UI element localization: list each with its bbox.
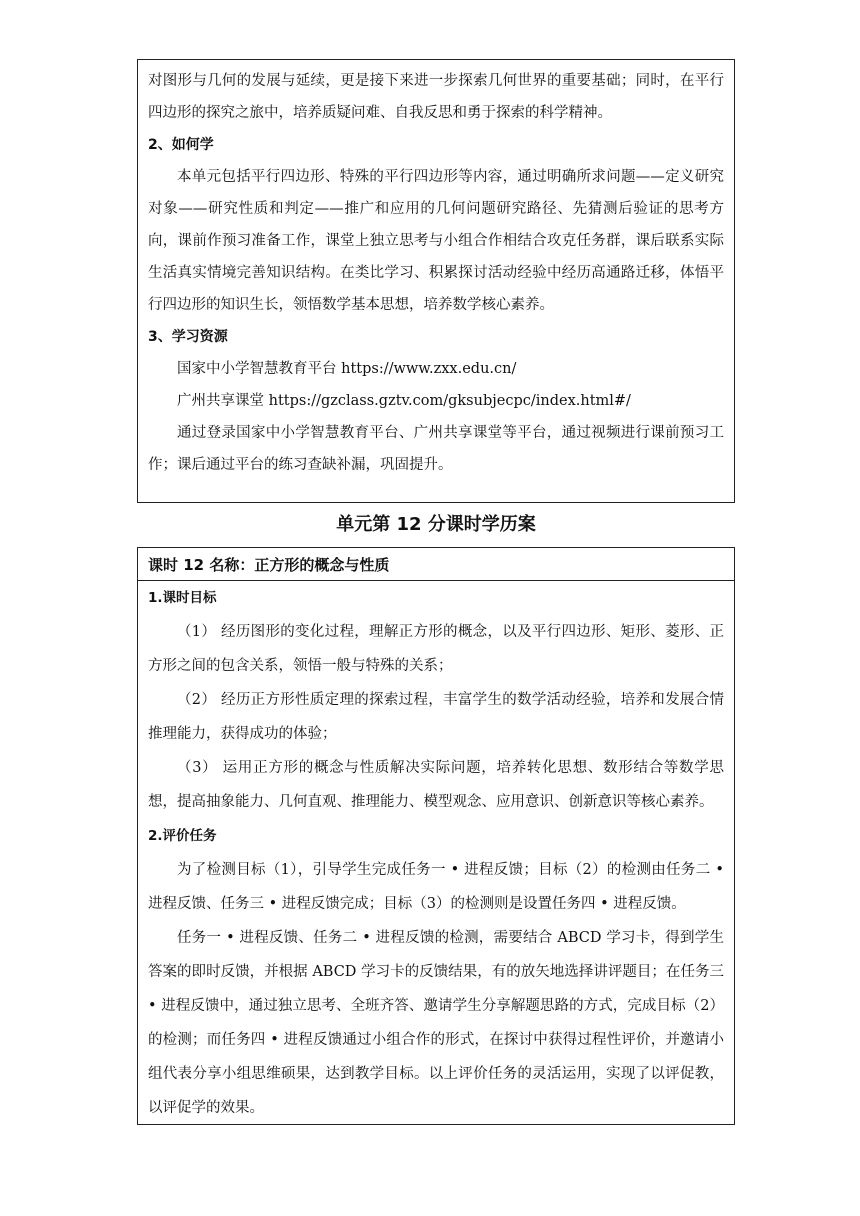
evaluation-paragraph-1: 为了检测目标（1），引导学生完成任务一 • 进程反馈；目标（2）的检测由任务二 • 进程反馈、任务三 • 进程反馈完成；目标（3）的检测则是设置任务四 • 进程反馈。 bbox=[148, 862, 724, 912]
lesson-content bbox=[138, 581, 734, 1125]
evaluation-paragraph-2: 任务一 • 进程反馈、任务二 • 进程反馈的检测，需要结合 ABCD 学习卡，得到学生答案的即时反馈，并根据 ABCD 学习卡的反馈结果，有的放矢地选择讲评题目；在任务三 • 进程反馈中，通过独立思考、全班齐答、邀请学生分享解题思路的方式，完成目标（2）的检测；而任务四 • 进程反馈通过小组合作的形式，在探讨中获得过程性评价，并邀请小组代表分享小组思维硕果，达到教学目标。以上评价任务的灵活运用，实现了以评促教，以评促学的效果。 bbox=[148, 930, 724, 1116]
resources-heading: 3、学习资源 bbox=[148, 329, 228, 345]
top-section-box bbox=[137, 59, 735, 503]
resource-line-national-platform: 国家中小学智慧教育平台 https://www.zxx.edu.cn/ bbox=[177, 361, 517, 377]
goal-item: （3） 运用正方形的概念与性质解决实际问题，培养转化思想、数形结合等数学思想，提高抽象能力、几何直观、推理能力、模型观念、应用意识、创新意识等核心素养。 bbox=[148, 760, 724, 810]
how-to-learn-paragraph: 本单元包括平行四边形、特殊的平行四边形等内容，通过明确所求问题——定义研究对象——研究性质和判定——推广和应用的几何问题研究路径、先猜测后验证的思考方向，课前作预习准备工作，课堂上独立思考与小组合作相结合攻克任务群，课后联系实际生活真实情境完善知识结构。在类比学习、积累探讨活动经验中经历高通路迁移，体悟平行四边形的知识生长，领悟数学基本思想，培养数学核心素养。 bbox=[148, 169, 724, 313]
goal-item: （1） 经历图形的变化过程，理解正方形的概念，以及平行四边形、矩形、菱形、正方形之间的包含关系，领悟一般与特殊的关系； bbox=[148, 624, 724, 674]
goal-item: （2） 经历正方形性质定理的探索过程，丰富学生的数学活动经验，培养和发展合情推理能力，获得成功的体验； bbox=[148, 692, 724, 742]
resource-line-guangzhou-class: 广州共享课堂 https://gzclass.gztv.com/gksubjecpc/index.html#/ bbox=[177, 393, 631, 409]
unit-title: 单元第 12 分课时学历案 bbox=[336, 514, 536, 535]
continuation-paragraph: 对图形与几何的发展与延续，更是接下来进一步探索几何世界的重要基础；同时，在平行四边形的探究之旅中，培养质疑问难、自我反思和勇于探索的科学精神。 bbox=[148, 73, 724, 121]
how-to-learn-heading: 2、如何学 bbox=[148, 137, 214, 153]
lesson-box bbox=[137, 547, 735, 1125]
lesson-name: 课时 12 名称：正方形的概念与性质 bbox=[138, 548, 734, 581]
goals-heading: 1.课时目标 bbox=[148, 590, 217, 606]
resources-paragraph: 通过登录国家中小学智慧教育平台、广州共享课堂等平台，通过视频进行课前预习工作；课后通过平台的练习查缺补漏，巩固提升。 bbox=[148, 425, 724, 473]
evaluation-heading: 2.评价任务 bbox=[148, 828, 217, 844]
